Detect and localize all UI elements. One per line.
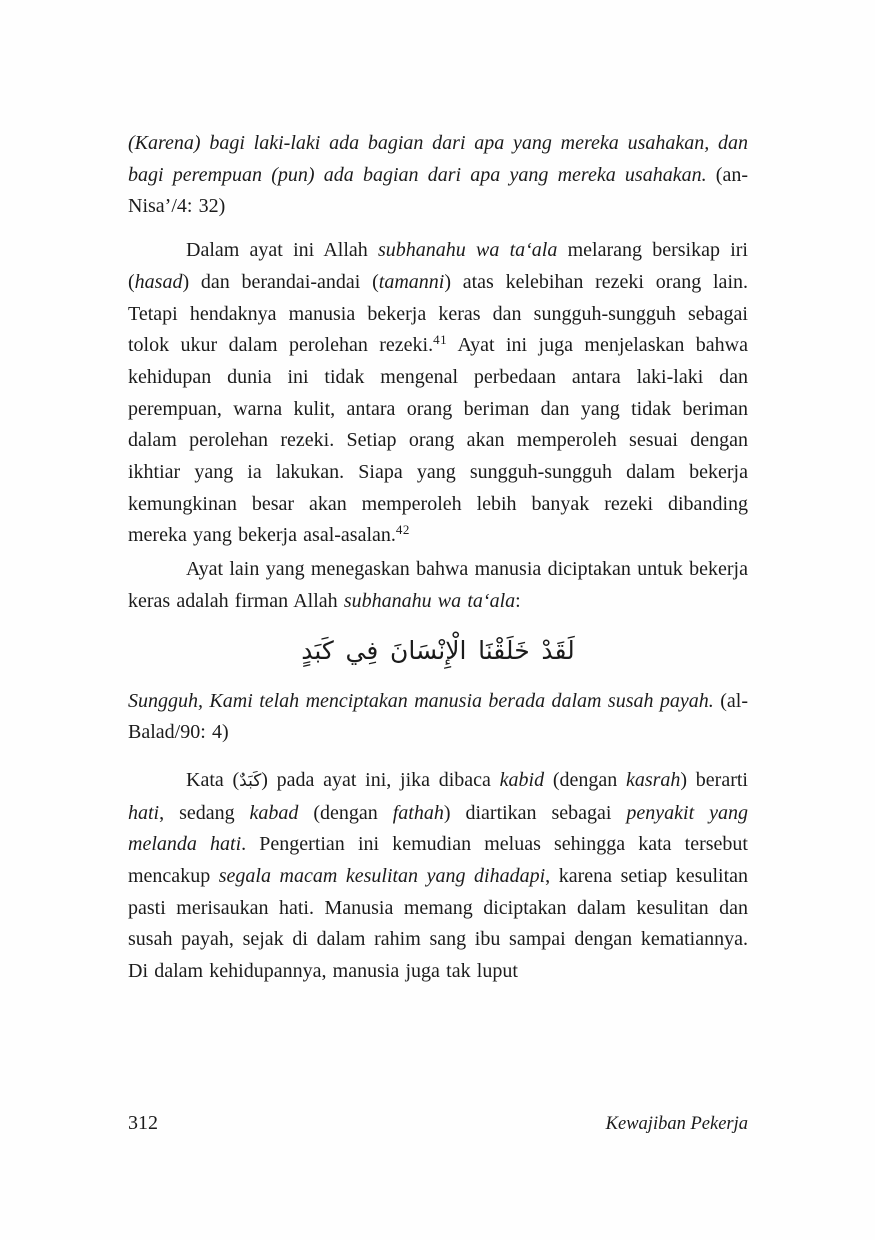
text-run: , sedang bbox=[159, 801, 250, 824]
arabic-verse: لَقَدْ خَلَقْنَا الْإِنْسَانَ فِي كَبَدٍ bbox=[301, 635, 575, 665]
text-run: (dengan bbox=[544, 768, 626, 791]
text-run: ) dan berandai-andai ( bbox=[182, 270, 379, 293]
page-footer bbox=[128, 1112, 748, 1135]
text-run: melarang bersikap iri ( bbox=[128, 239, 748, 293]
text-run: segala macam kesulitan yang dihadapi bbox=[218, 865, 546, 888]
text-run: kabad bbox=[249, 801, 299, 824]
text-run: hati bbox=[128, 801, 160, 824]
text-run: penyakit yang melanda hati bbox=[128, 801, 748, 856]
body-paragraph bbox=[128, 235, 748, 552]
text-run: subhanahu wa ta‘ala bbox=[343, 589, 516, 612]
text-run: ) pada ayat ini, jika dibaca bbox=[261, 768, 500, 791]
text-run: fathah bbox=[392, 801, 444, 824]
text-run: ) diartikan sebagai bbox=[443, 801, 627, 824]
text-run: , karena setiap kesulitan pasti merisaukan hati. Manusia memang diciptakan dalam kesulitan dan susah payah, sejak di dalam rahim sang ibu sampai dengan kematiannya. Di dalam kehidupannya, manusia juga tak luput bbox=[128, 865, 748, 983]
text-run: tamanni bbox=[378, 270, 445, 293]
text-run: Sungguh, Kami telah menciptakan manusia berada dalam susah payah. bbox=[128, 689, 721, 712]
text-run: kasrah bbox=[625, 768, 681, 791]
body-paragraph bbox=[128, 765, 748, 988]
body-paragraph bbox=[128, 554, 748, 617]
text-run: (dengan bbox=[298, 801, 393, 824]
translation-paragraph bbox=[128, 686, 748, 749]
text-block bbox=[128, 128, 748, 988]
text-run: Ayat ini juga menjelaskan bahwa kehidupan dunia ini tidak mengenal perbedaan antara laki-laki dan perempuan, warna kulit, antara orang beriman dan yang tidak beriman dalam perolehan rezeki. Setiap orang akan memperoleh sesuai dengan ikhtiar yang ia lakukan. Siapa yang sungguh-sungguh dalam bekerja kemungkinan besar akan memperoleh lebih banyak rezeki dibanding mereka yang bekerja asal-asalan. bbox=[128, 334, 748, 547]
text-run: Kata ( bbox=[186, 768, 240, 791]
text-run: (al-Balad/90: 4) bbox=[128, 689, 748, 744]
footnote-reference: 42 bbox=[395, 522, 410, 538]
text-run: : bbox=[515, 589, 521, 612]
footnote-reference: 41 bbox=[433, 332, 448, 348]
text-run: ) atas kelebihan rezeki orang lain. Tetapi hendaknya manusia bekerja keras dan sungguh-sungguh sebagai tolok ukur dalam perolehan rezeki. bbox=[128, 270, 748, 357]
text-run: Ayat lain yang menegaskan bahwa manusia diciptakan untuk bekerja keras adalah firman Allah bbox=[128, 558, 748, 612]
text-run: Dalam ayat ini Allah bbox=[186, 239, 378, 262]
text-run: hasad bbox=[134, 270, 183, 293]
page-number: 312 bbox=[128, 1112, 158, 1134]
running-title: Kewajiban Pekerja bbox=[605, 1114, 748, 1134]
text-run: (an-Nisa’/4: 32) bbox=[128, 163, 748, 218]
inline-arabic-word: كَبَدٌ bbox=[239, 770, 262, 791]
translation-paragraph bbox=[128, 128, 748, 223]
text-run: ) berarti bbox=[680, 768, 748, 791]
text-run: (Karena) bagi laki-laki ada bagian dari apa yang mereka usahakan, dan bagi perempuan (pun) ada bagian dari apa yang mereka usahakan. bbox=[128, 132, 748, 186]
text-run: kabid bbox=[499, 768, 545, 791]
text-run: . Pengertian ini kemudian meluas sehingga kata tersebut mencakup bbox=[128, 833, 748, 888]
text-run: subhanahu wa ta‘ala bbox=[378, 239, 558, 262]
